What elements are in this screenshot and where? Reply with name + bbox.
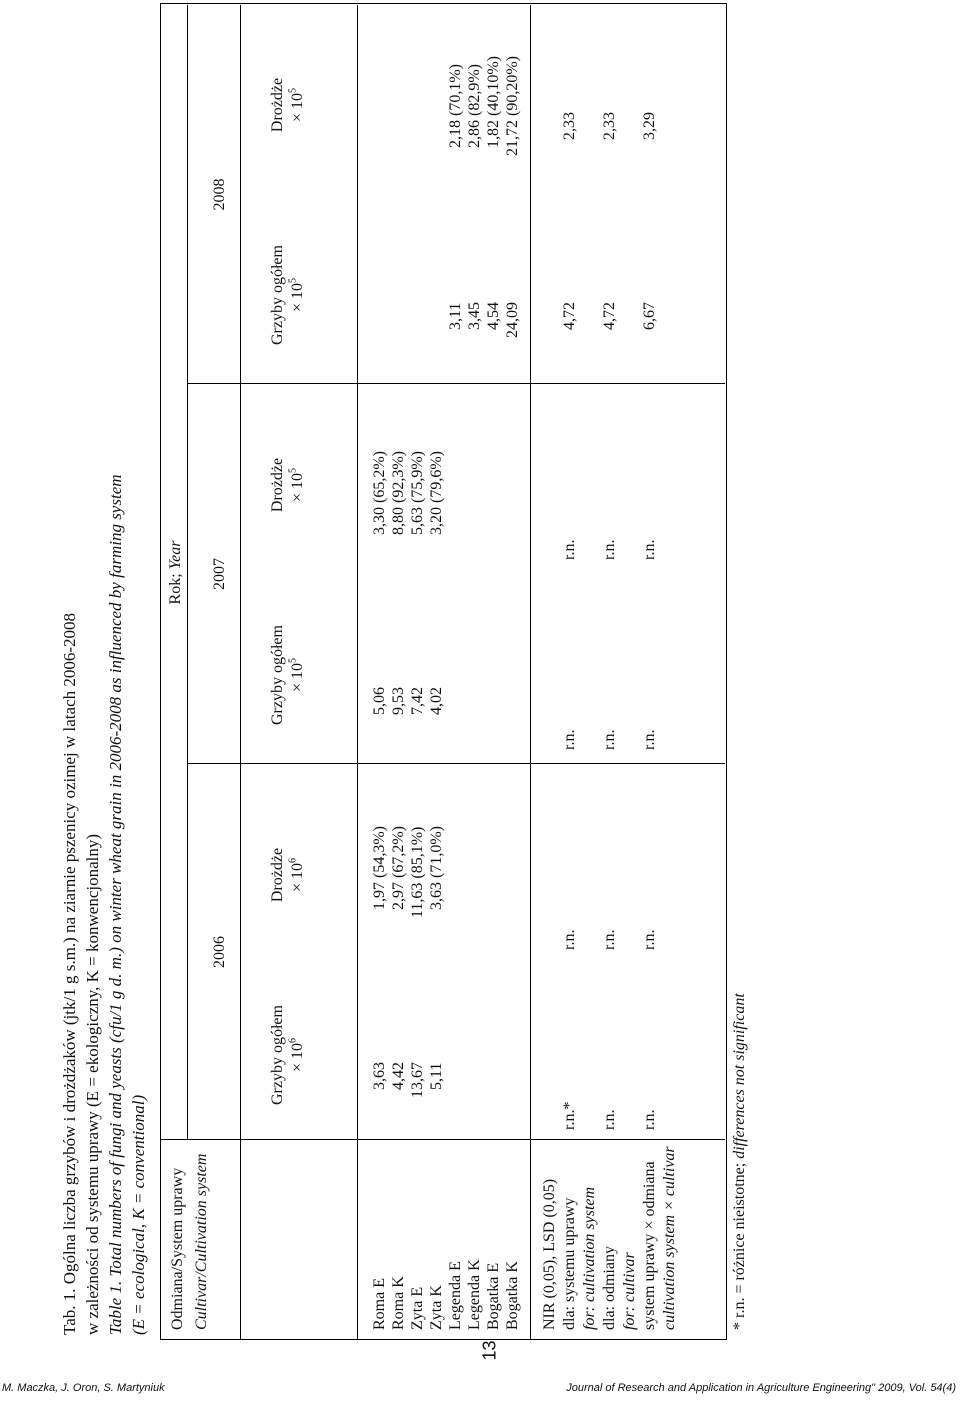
unit-exponent: 5 [287, 657, 299, 663]
unit-exponent: 5 [287, 87, 299, 93]
col-fungi-2006 [268, 980, 308, 1130]
footer-journal: Journal of Research and Application in Agriculture Engineering" 2009, Vol. 54(4) [566, 1382, 956, 1394]
unit-exponent: 5 [287, 277, 299, 283]
header-cultivar-en: Cultivar/Cultivation system [193, 1153, 210, 1330]
row-label: Bogatka K [504, 1261, 521, 1330]
caption-line-pl-2: w zależności od systemu uprawy (E = ekologiczny, K = konwencjonalny) [83, 833, 102, 1335]
yeasts-label: Drożdże [269, 847, 286, 903]
col-fungi-2007 [268, 600, 308, 750]
nir-fungi-2008: 4,72 [561, 302, 578, 330]
cell-yeasts-2006: 2,97 (67,2%) [390, 826, 407, 910]
cell-yeasts-2008: 2,18 (70,1%) [447, 64, 464, 148]
unit-exponent: 6 [287, 857, 299, 863]
nir-title: NIR (0,05), LSD (0,05) [541, 1178, 558, 1330]
row-label: Zyta E [409, 1286, 426, 1330]
unit-prefix: × 10 [289, 92, 306, 123]
year-2007-2008-rule [187, 383, 725, 384]
row-label: Legenda K [466, 1259, 483, 1330]
cell-fungi-2007: 7,42 [409, 687, 426, 715]
unit-prefix: × 10 [289, 662, 306, 693]
page-footer [0, 1380, 960, 1403]
nir-yeasts-2007: r.n. [561, 539, 578, 560]
nir-label-en: for: cultivation system [581, 1186, 598, 1330]
cell-fungi-2008: 3,45 [466, 302, 483, 330]
fungi-label: Grzyby ogółem [269, 1005, 286, 1105]
nir-yeasts-2007: r.n. [601, 539, 618, 560]
footnote [730, 993, 750, 1330]
year-2008: 2008 [211, 178, 228, 211]
footnote-en: differences not significant [731, 993, 748, 1159]
nir-label-pl: dla: odmiany [601, 1246, 618, 1330]
year-label-pl: Rok; [167, 569, 184, 605]
col-yeasts-2008 [268, 30, 308, 180]
nir-label-en: cultivation system × cultivar [661, 1146, 678, 1330]
col-yeasts-2007 [268, 410, 308, 560]
table-caption [58, 474, 150, 1335]
nir-fungi-2007: r.n. [641, 729, 658, 750]
nir-fungi-2006: r.n.* [561, 1101, 578, 1130]
unit-prefix: × 10 [289, 1042, 306, 1073]
year-2006-2007-rule [187, 763, 725, 764]
nir-yeasts-2008: 2,33 [601, 112, 618, 140]
caption-line-en-2: (E = ecological, K = conventional) [129, 1094, 148, 1335]
year-2006: 2006 [211, 936, 228, 968]
cell-fungi-2006: 5,11 [428, 1062, 445, 1090]
fungi-label: Grzyby ogółem [269, 625, 286, 725]
row-label: Roma K [390, 1276, 407, 1330]
col-yeasts-2006 [268, 800, 308, 950]
footer-authors: M. Maczka, J. Oron, S. Martyniuk [2, 1382, 165, 1394]
year-underline [187, 5, 188, 1140]
footnote-pl: * r.n. = różnice nieistotne; [731, 1158, 748, 1330]
page-number [470, 1330, 510, 1370]
cell-yeasts-2008: 21,72 (90,20%) [504, 56, 521, 156]
row-label: Roma E [371, 1278, 388, 1330]
page-number-text: 13 [479, 1340, 500, 1361]
yeasts-label: Drożdże [269, 457, 286, 513]
caption-line-en-1: Table 1. Total numbers of fungi and yeasts (cfu/1 g d. m.) on winter wheat grain in 2006-2008 as influenced by farming system [106, 474, 125, 1335]
nir-yeasts-2008: 3,29 [641, 112, 658, 140]
cell-fungi-2006: 3,63 [371, 1062, 388, 1090]
unit-prefix: × 10 [289, 472, 306, 503]
unit-exponent: 6 [287, 1037, 299, 1043]
nir-fungi-2006: r.n. [641, 1109, 658, 1130]
cell-fungi-2007: 5,06 [371, 687, 388, 715]
nir-yeasts-2006: r.n. [561, 929, 578, 950]
header-year [166, 5, 186, 1140]
fungi-label: Grzyby ogółem [269, 245, 286, 345]
cell-yeasts-2007: 3,30 (65,2%) [371, 451, 388, 535]
row-label: Zyta K [428, 1285, 445, 1330]
nir-label-en: for: cultivar [621, 1252, 638, 1330]
cell-fungi-2008: 24,09 [504, 302, 521, 338]
cell-fungi-2006: 13,67 [409, 1062, 426, 1098]
cell-fungi-2007: 4,02 [428, 687, 445, 715]
cell-fungi-2008: 4,54 [485, 302, 502, 330]
nir-yeasts-2006: r.n. [601, 929, 618, 950]
cell-yeasts-2007: 3,20 (79,6%) [428, 451, 445, 535]
nir-fungi-2007: r.n. [561, 729, 578, 750]
nir-label-pl: system uprawy × odmiana [641, 1161, 658, 1330]
nir-fungi-2006: r.n. [601, 1109, 618, 1130]
nir-label-pl: dla: systemu uprawy [561, 1197, 578, 1330]
row-label: Legenda E [447, 1261, 464, 1330]
cell-yeasts-2006: 11,63 (85,1%) [409, 826, 426, 918]
cell-yeasts-2007: 5,63 (75,9%) [409, 451, 426, 535]
cell-yeasts-2008: 1,82 (40,10%) [485, 56, 502, 148]
unit-prefix: × 10 [289, 282, 306, 313]
col-fungi-2008 [268, 220, 308, 370]
nir-fungi-2008: 4,72 [601, 302, 618, 330]
cell-fungi-2007: 9,53 [390, 687, 407, 715]
nir-fungi-2008: 6,67 [641, 302, 658, 330]
nir-yeasts-2006: r.n. [641, 929, 658, 950]
row-label: Bogatka E [485, 1262, 502, 1330]
header-cultivar-pl: Odmiana/System uprawy [169, 1167, 186, 1330]
unit-prefix: × 10 [289, 862, 306, 893]
year-2007: 2007 [211, 558, 228, 590]
nir-yeasts-2008: 2,33 [561, 112, 578, 140]
cell-yeasts-2008: 2,86 (82,9%) [466, 64, 483, 148]
cell-yeasts-2006: 3,63 (71,0%) [428, 826, 445, 910]
cell-yeasts-2006: 1,97 (54,3%) [371, 826, 388, 910]
cell-fungi-2006: 4,42 [390, 1062, 407, 1090]
yeasts-label: Drożdże [269, 77, 286, 133]
nir-fungi-2007: r.n. [601, 729, 618, 750]
first-column-rule [160, 1139, 725, 1140]
year-label-en: Year [167, 540, 184, 570]
cell-yeasts-2007: 8,80 (92,3%) [390, 451, 407, 535]
nir-yeasts-2007: r.n. [641, 539, 658, 560]
unit-exponent: 5 [287, 467, 299, 473]
cell-fungi-2008: 3,11 [447, 302, 464, 330]
caption-line-pl-1: Tab. 1. Ogólna liczba grzybów i drożdżaków (jtk/1 g s.m.) na ziarnie pszenicy ozimej w latach 2006-2008 [60, 612, 79, 1335]
